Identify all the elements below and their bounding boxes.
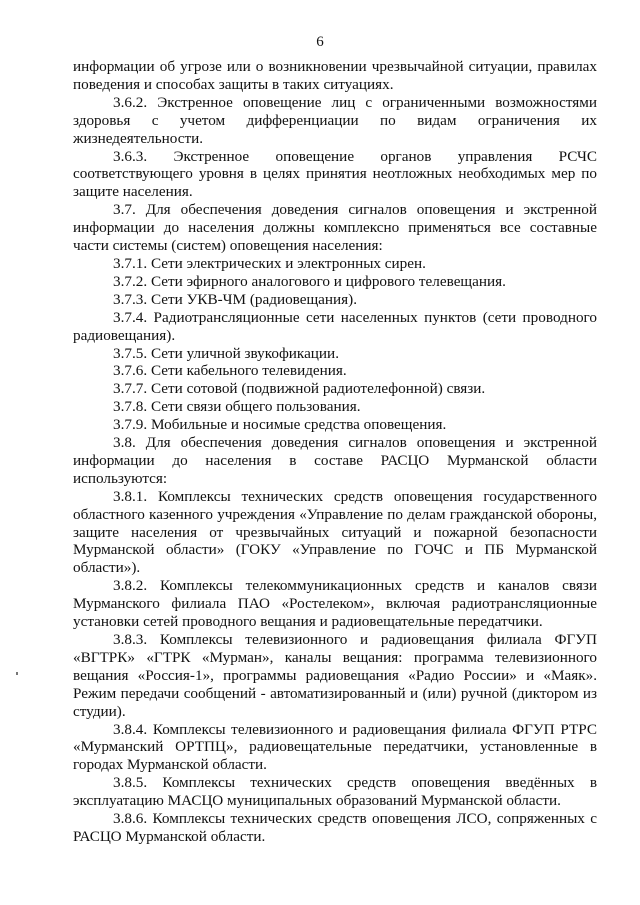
paragraph-3-7-7: 3.7.7. Сети сотовой (подвижной радиотелефонной) связи. [113,380,486,398]
paragraph-3-7-3: 3.7.3. Сети УКВ-ЧМ (радиовещания). [113,290,358,308]
paragraph-3-8-6: 3.8.6. Комплексы технических средств оповещения ЛСО, сопряженных с РАСЦО Мурманской области. [73,810,597,845]
paragraph-3-7-8: 3.7.8. Сети связи общего пользования. [113,398,361,416]
paragraph-3-8-2: 3.8.2. Комплексы телекоммуникационных средств и каналов связи Мурманского филиала ПАО «Ростелеком», включая радиотрансляционные установки сетей проводного вещания и радиовещательные передатчики. [73,577,597,631]
paragraph-3-7-5: 3.7.5. Сети уличной звукофикации. [113,344,339,362]
document-body [73,58,597,846]
paragraph-3-7-4: 3.7.4. Радиотрансляционные сети населенных пунктов (сети проводного радиовещания). [73,308,597,344]
paragraph-3-8: 3.8. Для обеспечения доведения сигналов оповещения и экстренной информации до населения в составе РАСЦО Мурманской области используются: [73,434,597,487]
paragraph-3-7-2: 3.7.2. Сети эфирного аналогового и цифрового телевещания. [113,272,506,290]
paragraph-3-7: 3.7. Для обеспечения доведения сигналов оповещения и экстренной информации до населения должны комплексно применяться все составные части системы (систем) оповещения населения: [73,201,597,255]
paragraph-continuation: информации об угрозе или о возникновении чрезвычайной ситуации, правилах поведения и способах защиты в таких ситуациях. [73,58,597,93]
paragraph-3-6-2: 3.6.2. Экстренное оповещение лиц с ограниченными возможностями здоровья с учетом дифференциации по видам ограничения их жизнедеятельности. [73,93,597,147]
paragraph-3-8-1: 3.8.1. Комплексы технических средств оповещения государственного областного казенного учреждения «Управление по делам гражданской обороны, защите населения от чрезвычайных ситуаций и пожарной безопасности Мурманской области» (ГОКУ «Управление по ГОЧС и ПБ Мурманской области»). [73,487,597,577]
paragraph-3-8-4: 3.8.4. Комплексы телевизионного и радиовещания филиала ФГУП РТРС «Мурманский ОРТПЦ», радиовещательные передатчики, установленные в городах Мурманской области. [73,720,597,774]
paragraph-3-8-5: 3.8.5. Комплексы технических средств оповещения введённых в эксплуатацию МАСЦО муниципальных образований Мурманской области. [73,774,597,810]
paragraph-3-7-1: 3.7.1. Сети электрических и электронных сирен. [113,254,426,272]
paragraph-3-7-9: 3.7.9. Мобильные и носимые средства оповещения. [113,416,447,434]
paragraph-3-8-3: 3.8.3. Комплексы телевизионного и радиовещания филиала ФГУП «ВГТРК» «ГТРК «Мурман», каналы вещания: программа телевизионного вещания «Россия-1», программы радиовещания «Радио России» и «Маяк». Режим передачи сообщений - автоматизированный и (или) ручной (диктором из студии). [73,631,597,720]
paragraph-3-6-3: 3.6.3. Экстренное оповещение органов управления РСЧС соответствующего уровня в целях принятия неотложных необходимых мер по защите населения. [73,147,597,201]
page-number: 6 [316,34,324,50]
scan-artifact [16,672,18,675]
paragraph-3-7-6: 3.7.6. Сети кабельного телевидения. [113,362,347,380]
